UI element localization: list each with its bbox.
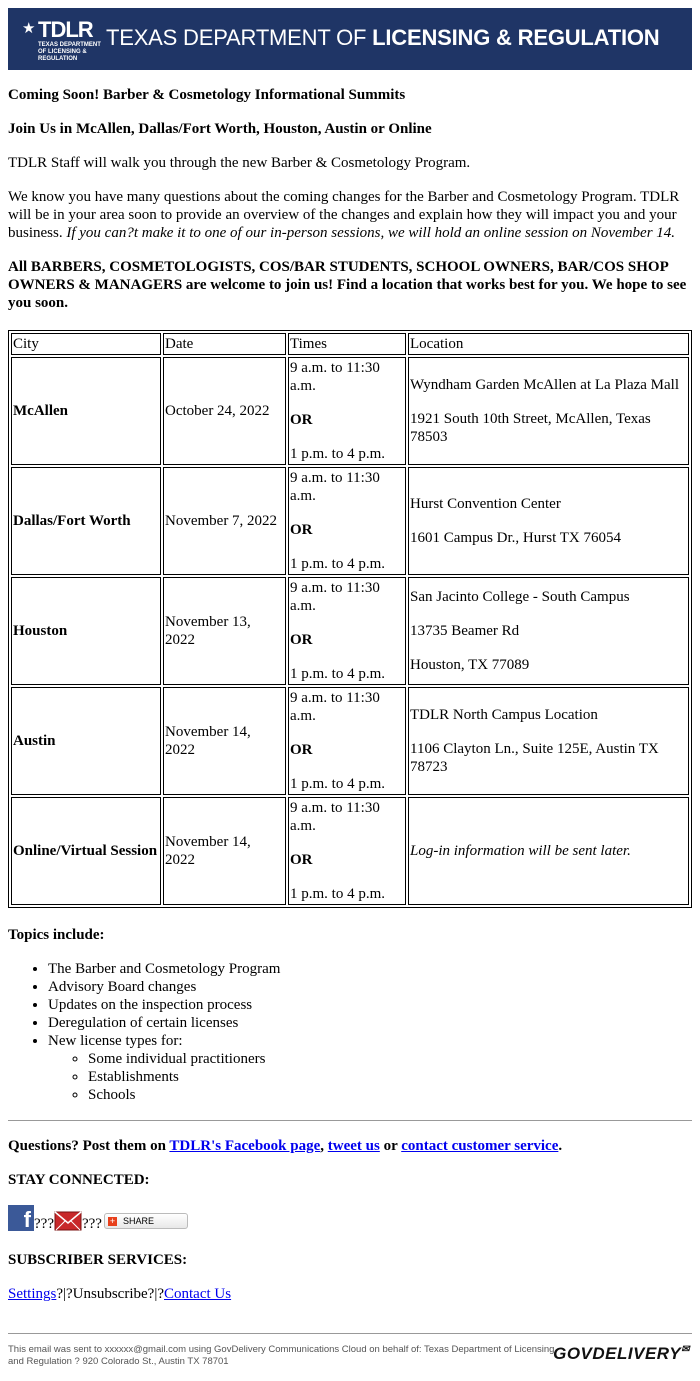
date-cell: November 14, 2022 [163,797,286,905]
banner-title: TEXAS DEPARTMENT OF LICENSING & REGULATION [106,25,660,50]
welcome-paragraph: All BARBERS, COSMETOLOGISTS, COS/BAR STUDENTS, SCHOOL OWNERS, BAR/COS SHOP OWNERS & MANAGERS are welcome to join us! Find a location that works best for you. We hope to see you soon. [8,259,687,311]
contact-us-link[interactable]: Contact Us [164,1286,232,1302]
table-row [11,577,689,685]
times-cell: 9 a.m. to 11:30 a.m. OR 1 p.m. to 4 p.m. [288,357,406,465]
city-cell: Austin [13,733,56,749]
facebook-page-link[interactable]: TDLR's Facebook page [169,1138,321,1154]
table-row [11,467,689,575]
list-item: • New license types for: ◦ Some individual practitioners ◦ Establishments ◦ Schools [48,1032,692,1104]
footer [8,1333,692,1367]
social-links: f ??? ??? + SHARE [8,1205,692,1231]
city-cell: Online/Virtual Session [13,843,158,859]
logo-subtext: TEXAS DEPARTMENT OF LICENSING & REGULATION [38,42,101,62]
table-row [11,357,689,465]
table-row [11,687,689,795]
subscriber-services-heading: SUBSCRIBER SERVICES: [8,1252,188,1268]
location-cell: TDLR North Campus Location 1106 Clayton Ln., Suite 125E, Austin TX 78723 [408,687,689,795]
intro-paragraph: TDLR Staff will walk you through the new Barber & Cosmetology Program. [8,155,471,171]
heading-join: Join Us in McAllen, Dallas/Fort Worth, Houston, Austin or Online [8,121,432,137]
city-cell: Dallas/Fort Worth [13,513,131,529]
date-cell: November 7, 2022 [163,467,286,575]
govdelivery-logo[interactable]: GOVDELIVERY✉ [553,1344,690,1363]
header-banner [8,8,692,70]
list-item: • The Barber and Cosmetology Program [48,960,692,978]
facebook-icon[interactable]: f [8,1205,34,1231]
header-city: City [11,333,161,355]
details-paragraph: We know you have many questions about the coming changes for the Barber and Cosmetology Program. TDLR will be in your area soon to provide an overview of the changes and explain how they will impact you and your business. If you can?t make it to one of our in-person sessions, we will hold an online session on November 14. [8,189,680,241]
stay-connected-heading: STAY CONNECTED: [8,1172,150,1188]
city-cell: McAllen [13,403,68,419]
plus-icon: + [109,1215,116,1226]
logo-text: TDLR [38,17,93,42]
contact-customer-service-link[interactable]: contact customer service [401,1138,559,1154]
list-item: • Advisory Board changes [48,978,692,996]
topics-list [8,960,692,1104]
header-location: Location [408,333,689,355]
date-cell: October 24, 2022 [163,357,286,465]
city-cell: Houston [13,623,68,639]
license-types-list [48,1050,692,1104]
tdlr-logo[interactable] [22,17,101,62]
location-cell: San Jacinto College - South Campus 13735 Beamer Rd Houston, TX 77089 [408,577,689,685]
list-item: ◦ Establishments [88,1068,692,1086]
texas-star-icon: ★ [22,21,36,37]
date-cell: November 13, 2022 [163,577,286,685]
questions-line: Questions? Post them on TDLR's Facebook page, tweet us or contact customer service. [8,1138,563,1154]
list-item: • Deregulation of certain licenses [48,1014,692,1032]
times-cell: 9 a.m. to 11:30 a.m. OR 1 p.m. to 4 p.m. [288,687,406,795]
times-cell: 9 a.m. to 11:30 a.m. OR 1 p.m. to 4 p.m. [288,797,406,905]
topics-heading: Topics include: [8,927,105,943]
subscriber-links: Settings?|?Unsubscribe?|?Contact Us [8,1286,232,1302]
location-cell: Log-in information will be sent later. [408,797,689,905]
header-date: Date [163,333,286,355]
location-cell: Hurst Convention Center 1601 Campus Dr., Hurst TX 76054 [408,467,689,575]
share-button[interactable]: + SHARE [104,1213,188,1229]
settings-link[interactable]: Settings [8,1286,57,1302]
list-item: ◦ Schools [88,1086,692,1104]
list-item: • Updates on the inspection process [48,996,692,1014]
email-body [8,86,692,1303]
date-cell: November 14, 2022 [163,687,286,795]
schedule-table [8,330,692,908]
unsubscribe-link[interactable]: Unsubscribe [72,1286,148,1302]
heading-summits: Coming Soon! Barber & Cosmetology Informational Summits [8,87,406,103]
table-row [11,797,689,905]
times-cell: 9 a.m. to 11:30 a.m. OR 1 p.m. to 4 p.m. [288,467,406,575]
times-cell: 9 a.m. to 11:30 a.m. OR 1 p.m. to 4 p.m. [288,577,406,685]
tweet-us-link[interactable]: tweet us [327,1138,380,1154]
footer-text: This email was sent to xxxxxx@gmail.com using GovDelivery Communications Cloud on behalf of: Texas Department of Licensing and Regulation ? 920 Colorado St., Austin TX 78701 [8,1344,555,1367]
location-cell: Wyndham Garden McAllen at La Plaza Mall 1921 South 10th Street, McAllen, Texas 78503 [408,357,689,465]
table-header-row [11,333,689,355]
divider [8,1120,692,1121]
list-item: ◦ Some individual practitioners [88,1050,692,1068]
envelope-icon: ✉ [681,1344,690,1355]
email-icon[interactable] [54,1209,82,1231]
header-times: Times [288,333,406,355]
